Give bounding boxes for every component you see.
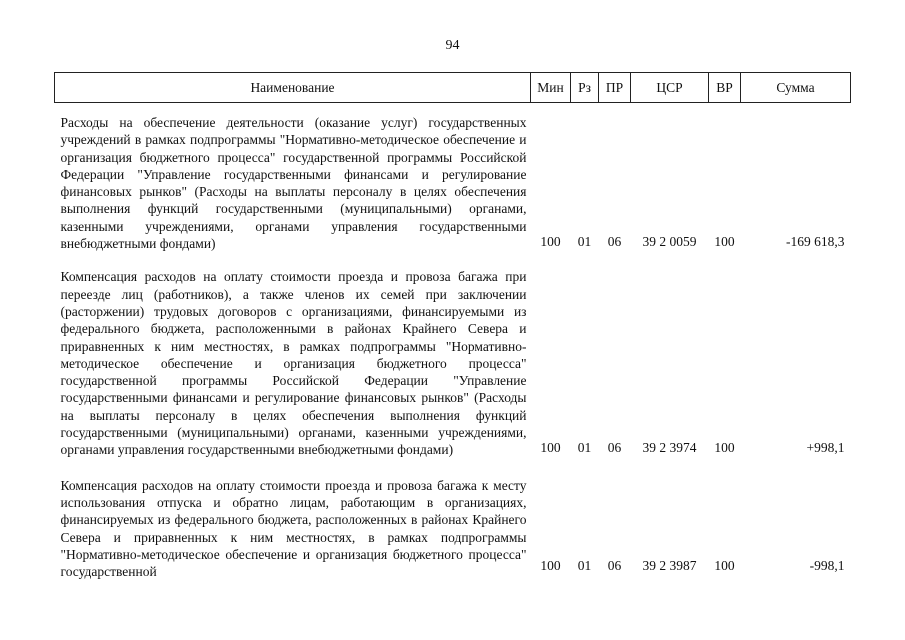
row-csr: 39 2 3974 <box>642 440 697 456</box>
row-pr: 06 <box>607 558 622 574</box>
row-description <box>55 252 531 458</box>
row-description-text: Компенсация расходов на оплату стоимости проезда и провоза багажа к месту использования отпуска и обратно лицам, работающим в организациях, финансируемых из федерального бюджета, расположенных в районах Крайнего Севера и приравненных к ним местностях, в рамках подпрограммы "Нормативно-методическое обеспечение и организация бюджетного процесса" государственной <box>60 477 527 580</box>
row-sum: +998,1 <box>806 440 845 456</box>
row-rz: 01 <box>577 558 592 574</box>
header-vr: ВР <box>709 73 741 103</box>
header-csr: ЦСР <box>631 73 709 103</box>
row-rz: 01 <box>577 440 592 456</box>
row-csr: 39 2 3987 <box>642 558 697 574</box>
row-description-text: Компенсация расходов на оплату стоимости проезда и провоза багажа при переезде лиц (работников), а также членов их семей при заключении (расторжении) трудовых договоров с организациями, финансируемыми из федерального бюджета, расположенными в районах Крайнего Севера и приравненных к ним местностях, в рамках подпрограммы "Нормативно-методическое обеспечение и организация бюджетного процесса" государственной программы Российской Федерации "Управление государственными финансами и регулирование финансовых рынков" (Расходы на выплаты персоналу в целях обеспечения выполнения функций государственными (муниципальными) органами, казенными учреждениями, органами управления государственными внебюджетными фондами) <box>60 269 527 458</box>
row-description <box>55 459 531 581</box>
row-vr: 100 <box>714 558 735 574</box>
row-min: 100 <box>540 558 561 574</box>
header-min: Мин <box>531 73 571 103</box>
row-vr: 100 <box>714 440 735 456</box>
table-row <box>55 252 851 458</box>
row-vr: 100 <box>714 234 735 250</box>
row-rz: 01 <box>577 234 592 250</box>
table-row <box>55 459 851 581</box>
row-sum: -998,1 <box>809 558 845 574</box>
row-min: 100 <box>540 234 561 250</box>
row-description <box>55 103 531 253</box>
budget-table <box>54 72 851 580</box>
table-header-row <box>55 73 851 103</box>
row-csr: 39 2 0059 <box>642 234 697 250</box>
page-number: 94 <box>445 38 460 53</box>
header-rz: Рз <box>571 73 599 103</box>
table-row <box>55 103 851 253</box>
row-min: 100 <box>540 440 561 456</box>
header-sum: Сумма <box>741 73 851 103</box>
header-pr: ПР <box>599 73 631 103</box>
row-sum: -169 618,3 <box>786 234 845 250</box>
row-description-text: Расходы на обеспечение деятельности (оказание услуг) государственных учреждений в рамках подпрограммы "Нормативно-методическое обеспечение и организация бюджетного процесса" государственной программы Российской Федерации "Управление государственными финансами и регулирование финансовых рынков" (Расходы на выплаты персоналу в целях обеспечения выполнения функций государственными (муниципальными) органами, казенными учреждениями, органами управления государственными внебюджетными фондами) <box>60 115 527 252</box>
header-name: Наименование <box>55 73 531 103</box>
row-pr: 06 <box>607 234 622 250</box>
row-pr: 06 <box>607 440 622 456</box>
